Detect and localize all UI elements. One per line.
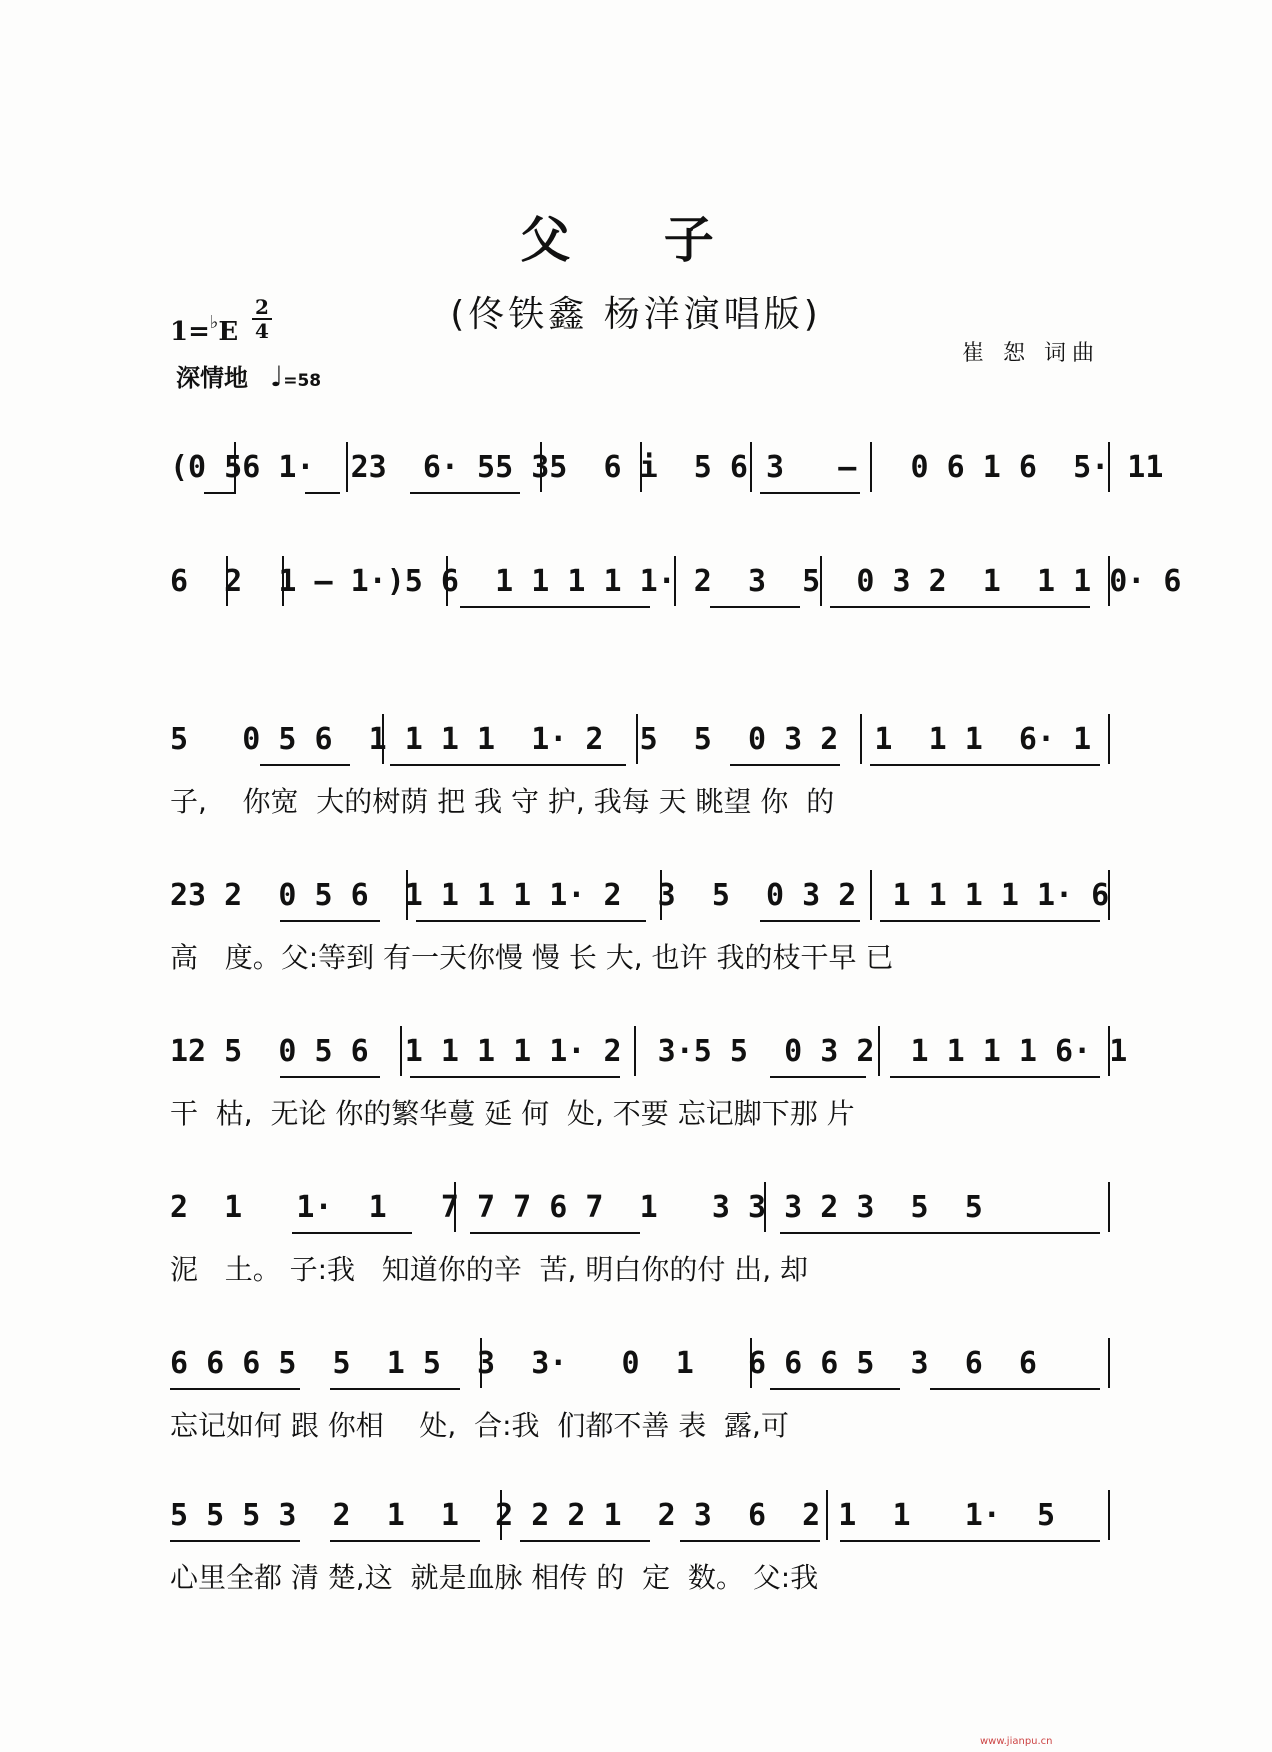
composer-credit: 崔 恕 词曲 bbox=[962, 341, 1100, 366]
underline bbox=[305, 492, 340, 494]
note-line: 23 2 0 5 6 1 1 1 1 1· 2 3 5 0 3 2 1 1 1 1 1· 6 bbox=[170, 878, 1110, 913]
song-title: 父 子 bbox=[520, 210, 752, 269]
underline bbox=[830, 606, 1090, 608]
underline bbox=[680, 1540, 820, 1542]
song-subtitle: (佟铁鑫 杨洋演唱版) bbox=[450, 294, 822, 335]
meter-top: 2 bbox=[255, 295, 269, 319]
tempo-marking bbox=[176, 358, 321, 393]
key-prefix: 1= bbox=[170, 317, 210, 347]
underline bbox=[470, 1232, 640, 1234]
underline bbox=[260, 764, 350, 766]
underline bbox=[930, 1388, 1100, 1390]
underline bbox=[730, 764, 840, 766]
underline bbox=[292, 1232, 412, 1234]
bar-lines bbox=[170, 1490, 1110, 1542]
key-note: E bbox=[218, 317, 239, 347]
time-signature bbox=[250, 296, 274, 342]
underline bbox=[710, 606, 800, 608]
underline bbox=[880, 920, 1100, 922]
underline bbox=[520, 1540, 650, 1542]
bpm-value: =58 bbox=[283, 371, 322, 391]
underline bbox=[760, 492, 860, 494]
meter-bottom: 4 bbox=[255, 319, 269, 343]
lyrics-line: 干 枯, 无论 你的繁华蔓 延 何 处, 不要 忘记脚下那 片 bbox=[170, 1097, 855, 1130]
note-line: 2 1 1· 1 7 7 7 6 7 1 3 3 3 2 3 5 5 bbox=[170, 1190, 983, 1225]
underline bbox=[770, 1388, 900, 1390]
note-line: 6 2 1 — 1·)5 6 1 1 1 1 1· 2 3 5 0 3 2 1 1 1 0· 6 bbox=[170, 564, 1182, 599]
lyrics-line: 忘记如何 跟 你相 处, 合:我 们都不善 表 露,可 bbox=[170, 1409, 789, 1442]
bar-lines bbox=[170, 714, 1110, 766]
underline bbox=[330, 1540, 480, 1542]
key-signature bbox=[170, 312, 238, 347]
note-line: 6 6 6 5 5 1 5 3 3· 0 1 6 6 6 5 3 6 6 bbox=[170, 1346, 1037, 1381]
underline bbox=[760, 920, 860, 922]
note-line: 5 0 5 6 1 1 1 1 1· 2 5 5 0 3 2 1 1 1 6· 1 bbox=[170, 722, 1092, 757]
note-line: 12 5 0 5 6 1 1 1 1 1· 2 3·5 5 0 3 2 1 1 1 1 6· 1 bbox=[170, 1034, 1128, 1069]
underline bbox=[890, 1076, 1100, 1078]
bar-lines bbox=[170, 442, 1164, 494]
underline bbox=[390, 764, 626, 766]
underline bbox=[204, 492, 236, 494]
underline bbox=[330, 1388, 460, 1390]
lyrics-line: 子, 你宽 大的树荫 把 我 守 护, 我每 天 眺望 你 的 bbox=[170, 785, 835, 818]
underline bbox=[770, 1076, 866, 1078]
bar-lines bbox=[170, 556, 1182, 608]
underline bbox=[410, 1076, 620, 1078]
bar-lines bbox=[170, 870, 1110, 922]
underline bbox=[870, 764, 1100, 766]
expression-text: 深情地 bbox=[176, 364, 248, 392]
bar-lines bbox=[170, 1338, 1110, 1390]
lyrics-line: 心里全都 清 楚,这 就是血脉 相传 的 定 数。 父:我 bbox=[170, 1561, 819, 1594]
note-line: (0 56 1· 23 6· 55 35 6 i 5 6 3 — 0 6 1 6 5· 11 bbox=[170, 450, 1164, 485]
underline bbox=[416, 920, 646, 922]
underline bbox=[840, 1540, 1100, 1542]
lyrics-line: 高 度。父:等到 有一天你慢 慢 长 大, 也许 我的枝干早 已 bbox=[170, 941, 894, 974]
underline bbox=[410, 492, 520, 494]
quarter-note-icon: ♩ bbox=[270, 360, 284, 393]
underline bbox=[280, 920, 380, 922]
underline bbox=[170, 1540, 300, 1542]
bar-lines bbox=[170, 1026, 1128, 1078]
underline bbox=[280, 1076, 380, 1078]
lyrics-line: 泥 土。 子:我 知道你的辛 苦, 明白你的付 出, 却 bbox=[170, 1253, 809, 1286]
bar-lines bbox=[170, 1182, 1110, 1234]
flat-sign: ♭ bbox=[209, 312, 219, 333]
underline bbox=[460, 606, 650, 608]
underline bbox=[170, 1388, 300, 1390]
underline bbox=[780, 1232, 1100, 1234]
note-line: 5 5 5 3 2 1 1 2 2 2 1 2 3 6 2 1 1 1· 5 bbox=[170, 1498, 1056, 1533]
watermark-text: www.jianpu.cn bbox=[980, 1736, 1053, 1747]
